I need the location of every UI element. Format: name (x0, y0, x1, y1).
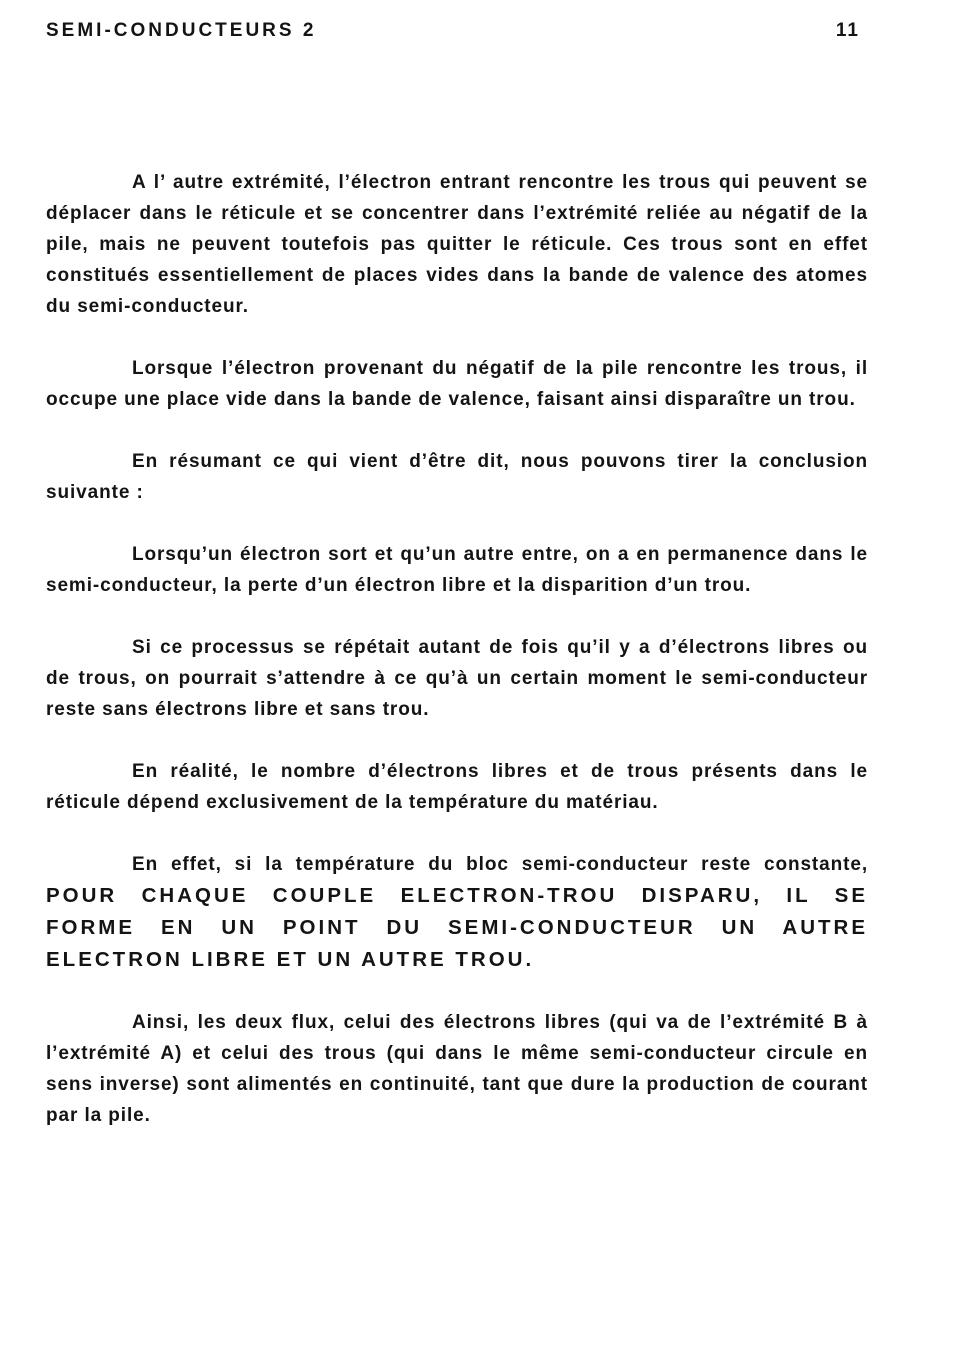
paragraph-2: Lorsque l’électron provenant du négatif de la pile rencontre les trous, il occupe une place vide dans la bande de valence, faisant ainsi disparaître un trou. (46, 358, 868, 410)
running-header (46, 18, 866, 44)
paragraph-7-emphasis: POUR CHAQUE COUPLE ELECTRON-TROU DISPARU, IL SE FORME EN UN POINT DU SEMI-CONDUCTEUR UN AUTRE ELECTRON LIBRE ET UN AUTRE TROU. (46, 884, 868, 971)
paragraph-4: Lorsqu’un électron sort et qu’un autre entre, on a en permanence dans le semi-conducteur, la perte d’un électron libre et la disparition d’un trou. (46, 544, 868, 596)
paragraph-7 (46, 849, 868, 976)
paragraph-6: En réalité, le nombre d’électrons libres et de trous présents dans le réticule dépend exclusivement de la température du matériau. (46, 761, 868, 813)
paragraph-7-lead: En effet, si la température du bloc semi-conducteur reste constante, (132, 854, 868, 875)
chapter-title: SEMI-CONDUCTEURS 2 (46, 20, 317, 41)
paragraph-8: Ainsi, les deux flux, celui des électrons libres (qui va de l’extrémité B à l’extrémité A) et celui des trous (qui dans le même semi-conducteur circule en sens inverse) sont alimentés en continuité, tant que dure la production de courant par la pile. (46, 1012, 868, 1126)
body-text (46, 167, 868, 1162)
page-number: 11 (835, 20, 860, 41)
paragraph-3: En résumant ce qui vient d’être dit, nous pouvons tirer la conclusion suivante : (46, 451, 868, 503)
paragraph-1: A l’ autre extrémité, l’électron entrant rencontre les trous qui peuvent se déplacer dans le réticule et se concentrer dans l’extrémité reliée au négatif de la pile, mais ne peuvent toutefois pas quitter le réticule. Ces trous sont en effet constitués essentiellement de places vides dans la bande de valence des atomes du semi-conducteur. (46, 172, 868, 317)
paragraph-5: Si ce processus se répétait autant de fois qu’il y a d’électrons libres ou de trous, on pourrait s’attendre à ce qu’à un certain moment le semi-conducteur reste sans électrons libre et sans trou. (46, 637, 868, 720)
